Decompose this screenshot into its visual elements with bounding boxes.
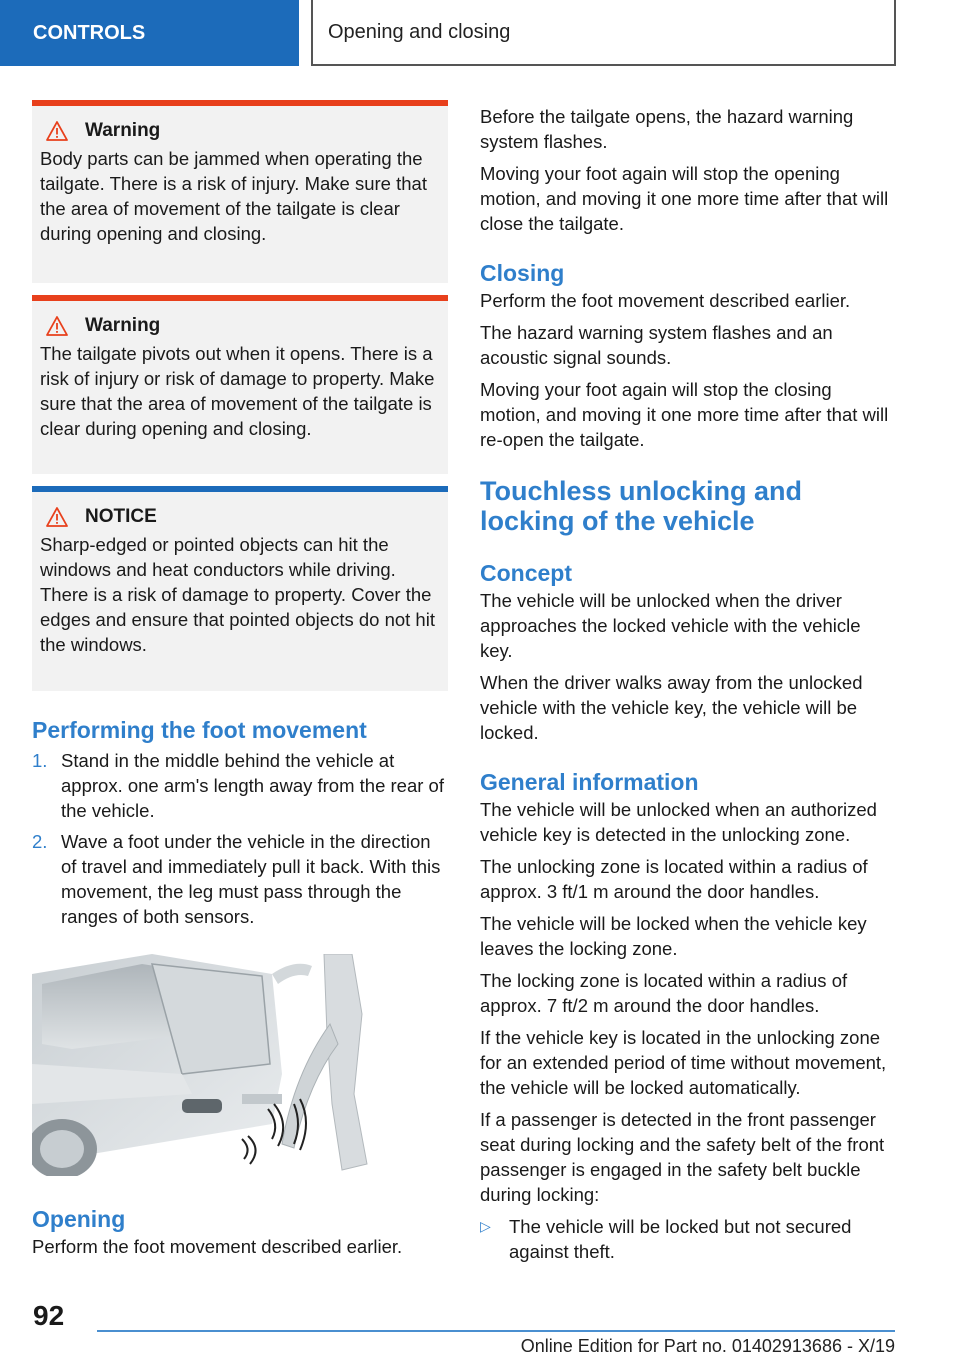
warning-triangle-icon [46,121,68,141]
warning-box-1 [32,100,448,283]
chapter-header [311,0,896,66]
paragraph: If the vehicle key is located in the unlocking zone for an extended period of time without movement, the vehicle will be locked automatically. [480,1027,887,1098]
chapter-title: Opening and closing [328,20,511,43]
touchless-heading: Touchless unlocking and locking of the vehicle [480,476,803,536]
left-column [32,100,448,1259]
paragraph: If a passenger is detected in the front passenger seat during locking and the safety belt of the front passenger is engaged in the safety belt buckle during locking: [480,1109,885,1205]
paragraph: Perform the foot movement described earlier. [480,290,851,311]
bullet-list [480,1214,895,1264]
opening-heading: Opening [32,1206,126,1232]
paragraph: When the driver walks away from the unlocked vehicle with the vehicle key, the vehicle will be locked. [480,672,863,743]
paragraph: The vehicle will be unlocked when an authorized vehicle key is detected in the unlocking zone. [480,799,877,845]
warning-box-2-label: Warning [85,315,161,336]
section-title: CONTROLS [33,21,146,44]
general-info-heading: General information [480,769,699,795]
section-tab [0,0,299,66]
warning-box-2-head [46,311,440,341]
step-number: 2. [32,831,48,852]
warning-box-2-text: The tailgate pivots out when it opens. There is a risk of injury or risk of damage to property. Make sure that the area of movement of the tailgate is clear during opening and closing. [40,343,435,439]
foot-movement-steps [32,748,448,929]
notice-box-head [46,502,440,532]
paragraph: The locking zone is located within a radius of approx. 7 ft/2 m around the door handles. [480,970,848,1016]
notice-box [32,486,448,691]
paragraph: Before the tailgate opens, the hazard warning system flashes. [480,106,854,152]
notice-box-text: Sharp-edged or pointed objects can hit the windows and heat conductors while driving. There is a risk of damage to property. Cover the edges and ensure that pointed objects do not hit the windows. [40,534,435,655]
warning-triangle-icon [46,507,68,527]
warning-box-1-head [46,116,440,146]
notice-box-label: NOTICE [85,506,157,527]
step-text: Stand in the middle behind the vehicle at approx. one arm's length away from the rear of the vehicle. [61,750,444,821]
paragraph: The unlocking zone is located within a radius of approx. 3 ft/1 m around the door handles. [480,856,868,902]
foot-movement-heading: Performing the foot movement [32,717,367,743]
paragraph: The vehicle will be unlocked when the driver approaches the locked vehicle with the vehicle key. [480,590,861,661]
concept-heading: Concept [480,560,572,586]
list-item [32,829,448,929]
closing-heading: Closing [480,260,565,286]
foot-movement-illustration [32,954,368,1176]
warning-box-1-text: Body parts can be jammed when operating the tailgate. There is a risk of injury. Make sure that the area of movement of the tailgate is clear during opening and closing. [40,148,427,244]
list-item [32,748,448,823]
bullet-triangle-icon: ▷ [480,1218,491,1234]
opening-text: Perform the foot movement described earlier. [32,1236,403,1257]
step-number: 1. [32,750,48,771]
list-item [480,1214,895,1264]
right-column [480,104,895,1264]
bullet-text: The vehicle will be locked but not secured against theft. [509,1216,852,1262]
paragraph: The vehicle will be locked when the vehicle key leaves the locking zone. [480,913,867,959]
warning-box-2 [32,295,448,474]
step-text: Wave a foot under the vehicle in the direction of travel and immediately pull it back. With this movement, the leg must pass through the ranges of both sensors. [61,831,441,927]
page-number: 92 [33,1300,65,1331]
warning-triangle-icon [46,316,68,336]
paragraph: The hazard warning system flashes and an acoustic signal sounds. [480,322,833,368]
paragraph: Moving your foot again will stop the opening motion, and moving it one more time after that will close the tailgate. [480,163,889,234]
edition-text: Online Edition for Part no. 01402913686 - X/19 [520,1336,895,1356]
paragraph: Moving your foot again will stop the closing motion, and moving it one more time after that will re-open the tailgate. [480,379,889,450]
footer-divider [97,1330,895,1332]
warning-box-1-label: Warning [85,120,161,141]
